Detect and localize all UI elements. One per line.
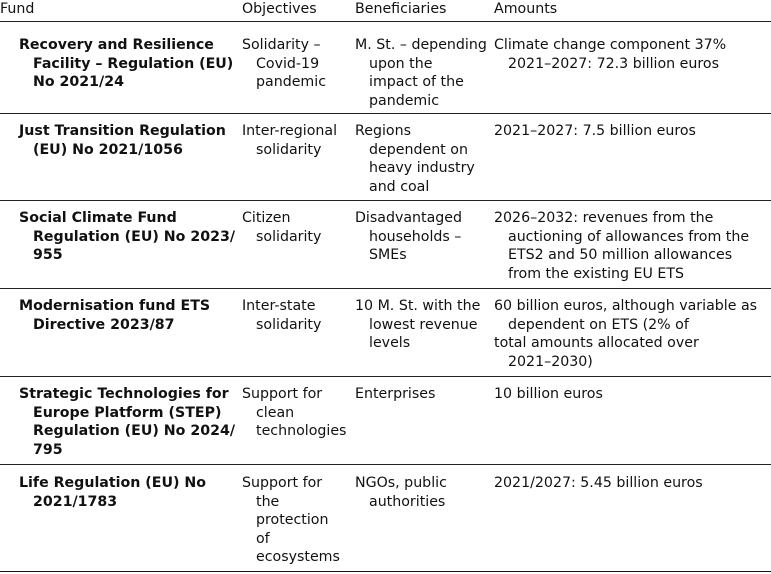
fund-line: 795 bbox=[33, 441, 63, 458]
row-divider bbox=[0, 464, 771, 465]
objectives-line: the bbox=[256, 493, 280, 510]
row-3-amounts bbox=[494, 209, 766, 283]
objectives-line: solidarity bbox=[256, 141, 322, 158]
row-4-fund bbox=[19, 297, 234, 334]
beneficiaries-line: NGOs, public bbox=[355, 475, 447, 491]
beneficiaries-line: and coal bbox=[369, 178, 430, 195]
objectives-line: Support for bbox=[242, 475, 323, 491]
header-amounts: Amounts bbox=[494, 1, 558, 17]
objectives-line: Citizen bbox=[242, 210, 291, 226]
objectives-line: Solidarity – bbox=[242, 37, 321, 53]
fund-line: Social Climate Fund bbox=[19, 210, 177, 226]
objectives-line: Inter-state bbox=[242, 298, 316, 314]
row-1-amounts bbox=[494, 36, 766, 73]
amounts-line: 10 billion euros bbox=[494, 386, 603, 402]
amounts-line: total amounts allocated over bbox=[494, 335, 699, 352]
fund-line: Life Regulation (EU) No bbox=[19, 475, 207, 491]
row-divider bbox=[0, 288, 771, 289]
fund-line: Regulation (EU) No 2023/ bbox=[33, 228, 236, 245]
row-5-beneficiaries bbox=[355, 385, 487, 404]
row-5-objectives bbox=[242, 385, 350, 441]
fund-line: Recovery and Resilience bbox=[19, 37, 214, 53]
amounts-line: dependent on ETS (2% of bbox=[508, 316, 689, 333]
fund-line: Just Transition Regulation bbox=[19, 123, 226, 139]
objectives-line: Support for bbox=[242, 386, 323, 402]
beneficiaries-line: Regions bbox=[355, 123, 411, 139]
header-fund: Fund bbox=[0, 1, 35, 17]
fund-line: Facility – Regulation (EU) bbox=[33, 55, 234, 72]
beneficiaries-line: heavy industry bbox=[369, 160, 475, 177]
row-2-beneficiaries bbox=[355, 122, 487, 196]
row-4-beneficiaries bbox=[355, 297, 487, 353]
row-divider bbox=[0, 200, 771, 201]
row-6-objectives bbox=[242, 474, 350, 567]
row-3-beneficiaries bbox=[355, 209, 487, 265]
beneficiaries-line: impact of the bbox=[369, 74, 464, 91]
row-2-fund bbox=[19, 122, 234, 159]
amounts-line: 2026–2032: revenues from the bbox=[494, 210, 714, 226]
objectives-line: protection bbox=[256, 512, 329, 529]
objectives-line: pandemic bbox=[256, 74, 326, 91]
fund-line: 955 bbox=[33, 247, 63, 264]
row-2-objectives bbox=[242, 122, 350, 159]
fund-line: (EU) No 2021/1056 bbox=[33, 141, 183, 158]
amounts-line: auctioning of allowances from the bbox=[508, 228, 750, 245]
row-4-objectives bbox=[242, 297, 350, 334]
amounts-line: 2021–2030) bbox=[508, 353, 593, 370]
row-3-fund bbox=[19, 209, 234, 265]
header-rule bbox=[0, 21, 771, 22]
row-1-beneficiaries bbox=[355, 36, 487, 110]
objectives-line: solidarity bbox=[256, 228, 322, 245]
objectives-line: Covid-19 bbox=[256, 55, 320, 72]
beneficiaries-line: Enterprises bbox=[355, 386, 436, 402]
objectives-line: Inter-regional bbox=[242, 123, 338, 139]
beneficiaries-line: dependent on bbox=[369, 141, 468, 158]
header-objectives: Objectives bbox=[242, 1, 317, 17]
row-divider bbox=[0, 376, 771, 377]
amounts-line: ETS2 and 50 million allowances bbox=[508, 247, 733, 264]
amounts-line: Climate change component 37% bbox=[494, 37, 727, 53]
objectives-line: solidarity bbox=[256, 316, 322, 333]
fund-line: Modernisation fund ETS bbox=[19, 298, 211, 314]
row-1-fund bbox=[19, 36, 234, 92]
beneficiaries-line: upon the bbox=[369, 55, 433, 72]
fund-line: Europe Platform (STEP) bbox=[33, 404, 222, 421]
fund-line: 2021/1783 bbox=[33, 493, 118, 510]
bottom-rule bbox=[0, 571, 771, 572]
beneficiaries-line: pandemic bbox=[369, 92, 439, 109]
beneficiaries-line: authorities bbox=[369, 493, 446, 510]
objectives-line: of bbox=[256, 530, 270, 547]
objectives-line: ecosystems bbox=[256, 549, 340, 566]
amounts-line: 2021–2027: 7.5 billion euros bbox=[494, 123, 696, 139]
row-6-amounts bbox=[494, 474, 766, 493]
fund-line: Regulation (EU) No 2024/ bbox=[33, 423, 236, 440]
fund-line: No 2021/24 bbox=[33, 74, 124, 91]
row-6-beneficiaries bbox=[355, 474, 487, 511]
row-6-fund bbox=[19, 474, 234, 511]
objectives-line: clean bbox=[256, 404, 295, 421]
beneficiaries-line: households – bbox=[369, 228, 462, 245]
row-4-amounts bbox=[494, 297, 766, 371]
row-5-fund bbox=[19, 385, 234, 459]
row-1-objectives bbox=[242, 36, 350, 92]
beneficiaries-line: lowest revenue bbox=[369, 316, 478, 333]
beneficiaries-line: levels bbox=[369, 335, 411, 352]
fund-line: Directive 2023/87 bbox=[33, 316, 175, 333]
row-2-amounts bbox=[494, 122, 766, 141]
row-3-objectives bbox=[242, 209, 350, 246]
beneficiaries-line: M. St. – depending bbox=[355, 37, 487, 53]
objectives-line: technologies bbox=[256, 423, 347, 440]
row-divider bbox=[0, 113, 771, 114]
header-beneficiaries: Beneficiaries bbox=[355, 1, 447, 17]
amounts-line: from the existing EU ETS bbox=[508, 265, 685, 282]
beneficiaries-line: Disadvantaged bbox=[355, 210, 463, 226]
amounts-line: 60 billion euros, although variable as bbox=[494, 298, 758, 314]
amounts-line: 2021–2027: 72.3 billion euros bbox=[508, 55, 719, 72]
fund-line: Strategic Technologies for bbox=[19, 386, 229, 402]
beneficiaries-line: SMEs bbox=[369, 247, 407, 264]
row-5-amounts bbox=[494, 385, 766, 404]
beneficiaries-line: 10 M. St. with the bbox=[355, 298, 481, 314]
amounts-line: 2021/2027: 5.45 billion euros bbox=[494, 475, 703, 491]
